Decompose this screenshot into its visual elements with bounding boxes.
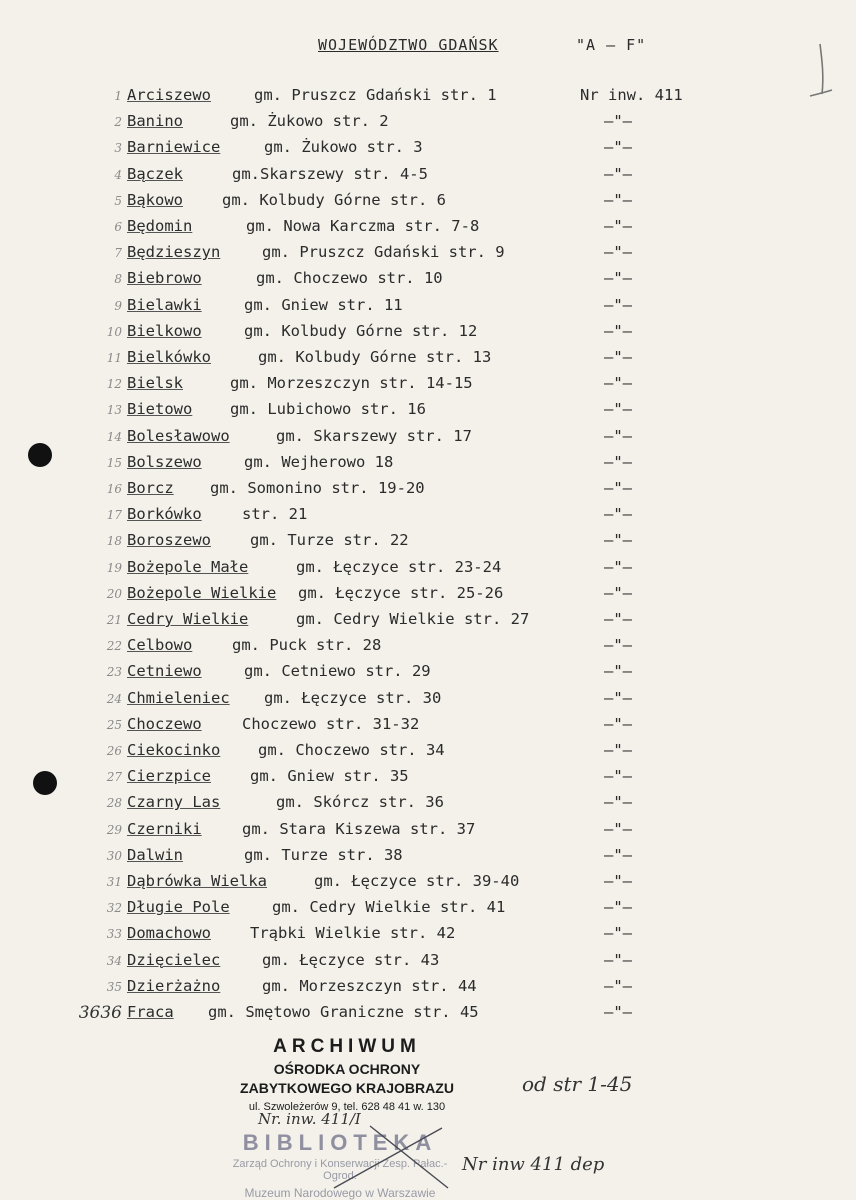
entry-place-name: Czerniki	[127, 819, 202, 838]
entry-ditto-mark: –"–	[604, 793, 632, 812]
entry-place-name: Bolesławowo	[127, 426, 230, 445]
entry-ditto-mark: –"–	[604, 400, 632, 419]
entry-number: 11	[106, 351, 122, 365]
entry-place-name: Bielawki	[127, 295, 202, 314]
list-item	[0, 400, 856, 424]
entry-details: gm. Łęczyce str. 25-26	[298, 583, 504, 602]
entry-place-name: Bąkowo	[127, 190, 183, 209]
entry-ditto-mark: –"–	[604, 269, 632, 288]
entry-ditto-mark: –"–	[604, 531, 632, 550]
entry-details: gm. Choczewo str. 34	[258, 741, 445, 759]
library-stamp-line-2: Zarząd Ochrony i Konserwacji Zesp. Pałac.-Ogrod.	[232, 1158, 448, 1182]
entry-place-name: Bączek	[127, 164, 183, 183]
entry-number: 27	[106, 770, 122, 785]
entry-place-name: Biebrowo	[127, 269, 202, 288]
entry-details: gm. Cedry Wielkie str. 27	[296, 610, 530, 628]
list-item	[0, 951, 856, 975]
entry-ditto-mark: –"–	[604, 845, 632, 864]
entry-number: 35	[106, 979, 122, 994]
entry-ditto-mark: –"–	[604, 190, 632, 209]
entry-number: 31	[106, 875, 122, 889]
entry-details: gm. Łęczyce str. 39-40	[314, 872, 520, 890]
list-item	[0, 479, 856, 503]
entry-details: gm. Kolbudy Górne str. 13	[258, 348, 492, 366]
entry-details: gm. Lubichowo str. 16	[230, 400, 426, 419]
entry-number: 3636	[78, 1003, 122, 1023]
stamp-line-1: ARCHIWUM	[273, 1036, 421, 1057]
entry-ditto-mark: –"–	[604, 557, 632, 576]
entry-number: 21	[106, 613, 122, 627]
entry-details: gm. Morzeszczyn str. 14-15	[230, 374, 473, 393]
list-item	[0, 977, 856, 1001]
entry-number: 6	[114, 220, 122, 234]
entry-details: gm. Żukowo str. 2	[230, 112, 389, 131]
list-item	[0, 898, 856, 922]
entry-ditto-mark: –"–	[604, 976, 632, 995]
page-title	[318, 36, 647, 54]
list-item	[0, 610, 856, 634]
entry-number: 3	[114, 141, 122, 156]
entry-details: gm. Gniew str. 35	[250, 767, 409, 786]
entry-details: Trąbki Wielkie str. 42	[250, 924, 456, 943]
list-item	[0, 820, 856, 844]
entry-place-name: Fraca	[127, 1003, 174, 1021]
entry-place-name: Borcz	[127, 479, 174, 497]
entry-place-name: Cedry Wielkie	[127, 610, 249, 628]
entry-place-name: Długie Pole	[127, 898, 230, 917]
entry-ditto-mark: –"–	[604, 741, 632, 759]
entry-details: gm. Pruszcz Gdański str. 9	[262, 243, 505, 262]
entry-ditto-mark: –"–	[604, 950, 632, 969]
title-letter-range: "A – F"	[576, 36, 647, 54]
entry-number: 13	[106, 403, 122, 418]
entry-number: 8	[114, 272, 122, 287]
entry-place-name: Borkówko	[127, 505, 202, 524]
entry-place-name: Chmieleniec	[127, 688, 230, 707]
entry-ditto-mark: –"–	[604, 164, 632, 183]
entry-details: gm. Gniew str. 11	[244, 295, 403, 314]
entry-number: 7	[114, 246, 122, 261]
list-item	[0, 872, 856, 896]
entry-ditto-mark: –"–	[604, 243, 632, 262]
entry-number: 28	[106, 796, 122, 811]
entry-place-name: Będomin	[127, 217, 193, 235]
entry-number: 26	[106, 744, 122, 758]
entry-place-name: Boroszewo	[127, 531, 211, 550]
entry-ditto-mark: –"–	[604, 662, 632, 681]
entry-ditto-mark: –"–	[604, 138, 632, 157]
list-item	[0, 636, 856, 660]
entry-details: gm. Wejherowo 18	[244, 452, 394, 471]
entry-details: str. 21	[242, 505, 308, 524]
library-stamp-line-3: Muzeum Narodowego w Warszawie	[244, 1186, 436, 1200]
entry-number: 25	[106, 717, 122, 732]
entry-ditto-mark: –"–	[604, 688, 632, 707]
handwritten-inventory-note: Nr. inw. 411/I	[258, 1110, 361, 1128]
archive-stamp	[232, 1036, 462, 1113]
entry-ditto-mark: –"–	[604, 217, 632, 235]
entry-details: gm. Skarszewy str. 17	[276, 426, 472, 445]
list-item	[0, 846, 856, 870]
entry-details: gm. Morzeszczyn str. 44	[262, 976, 477, 995]
list-item	[0, 558, 856, 582]
list-item	[0, 427, 856, 451]
entry-details: gm. Turze str. 22	[250, 531, 409, 550]
entry-place-name: Dąbrówka Wielka	[127, 872, 267, 890]
list-item	[0, 374, 856, 398]
handwritten-page-range: od str 1-45	[522, 1072, 633, 1096]
list-item	[0, 348, 856, 372]
entry-details: gm. Skórcz str. 36	[276, 793, 444, 812]
entry-inventory-number: Nr inw. 411	[580, 86, 683, 104]
entry-details: gm. Cetniewo str. 29	[244, 662, 431, 681]
entry-ditto-mark: –"–	[604, 452, 632, 471]
list-item	[0, 191, 856, 215]
entry-details: gm. Smętowo Graniczne str. 45	[208, 1003, 479, 1021]
entry-place-name: Cetniewo	[127, 662, 202, 681]
entry-ditto-mark: –"–	[604, 1003, 632, 1021]
entry-place-name: Cierzpice	[127, 767, 211, 786]
entry-details: gm. Nowa Karczma str. 7-8	[246, 217, 480, 235]
entry-place-name: Bożepole Wielkie	[127, 583, 277, 602]
entry-place-name: Choczewo	[127, 714, 202, 733]
list-item	[0, 1003, 856, 1027]
list-item	[0, 689, 856, 713]
entry-number: 16	[106, 482, 122, 496]
entry-place-name: Bielsk	[127, 374, 183, 393]
entry-ditto-mark: –"–	[604, 898, 632, 917]
entry-details: gm. Kolbudy Górne str. 12	[244, 321, 478, 340]
entry-details: gm. Choczewo str. 10	[256, 269, 443, 288]
entry-ditto-mark: –"–	[604, 872, 632, 890]
entry-number: 22	[106, 639, 122, 654]
entry-place-name: Czarny Las	[127, 793, 221, 812]
entry-number: 23	[106, 665, 122, 680]
entry-place-name: Banino	[127, 112, 183, 131]
entry-ditto-mark: –"–	[604, 479, 632, 497]
entry-ditto-mark: –"–	[604, 636, 632, 655]
entry-ditto-mark: –"–	[604, 321, 632, 340]
entry-place-name: Bielkowo	[127, 321, 202, 340]
list-item	[0, 138, 856, 162]
list-item	[0, 269, 856, 293]
list-item	[0, 741, 856, 765]
list-item	[0, 243, 856, 267]
entry-ditto-mark: –"–	[604, 112, 632, 131]
entry-details: gm. Kolbudy Górne str. 6	[222, 190, 446, 209]
entry-ditto-mark: –"–	[604, 819, 632, 838]
entry-number: 4	[114, 167, 122, 182]
entry-details: gm. Somonino str. 19-20	[210, 479, 425, 497]
entry-ditto-mark: –"–	[604, 924, 632, 943]
entry-ditto-mark: –"–	[604, 583, 632, 602]
entry-place-name: Bolszewo	[127, 452, 202, 471]
entry-place-name: Bietowo	[127, 400, 193, 419]
entry-ditto-mark: –"–	[604, 610, 632, 628]
handwritten-inventory-deposit: Nr inw 411 dep	[462, 1154, 605, 1175]
entry-number: 12	[106, 377, 122, 392]
entry-place-name: Domachowo	[127, 924, 211, 943]
list-item	[0, 531, 856, 555]
entry-number: 32	[106, 901, 122, 916]
entry-number: 14	[106, 429, 122, 444]
entry-place-name: Barniewice	[127, 138, 221, 157]
entry-details: gm. Puck str. 28	[232, 636, 382, 655]
entry-ditto-mark: –"–	[604, 374, 632, 393]
entry-ditto-mark: –"–	[604, 505, 632, 524]
library-stamp-title: BIBLIOTEKA	[242, 1130, 438, 1155]
entry-details: Choczewo str. 31-32	[242, 714, 420, 733]
list-item	[0, 505, 856, 529]
list-item	[0, 453, 856, 477]
entry-details: gm. Żukowo str. 3	[264, 138, 423, 157]
entry-number: 17	[106, 508, 122, 523]
list-item	[0, 322, 856, 346]
entry-number: 30	[106, 848, 122, 863]
list-item	[0, 112, 856, 136]
entry-number: 10	[106, 324, 122, 339]
entry-place-name: Będzieszyn	[127, 243, 221, 262]
list-item	[0, 662, 856, 686]
list-item	[0, 793, 856, 817]
entry-number: 19	[106, 560, 122, 575]
entry-place-name: Dalwin	[127, 845, 183, 864]
entry-place-name: Bielkówko	[127, 348, 211, 366]
entry-number: 24	[106, 691, 122, 706]
list-item	[0, 715, 856, 739]
entry-number: 34	[106, 953, 122, 968]
list-item	[0, 165, 856, 189]
stamp-line-4: ul. Szwoleżerów 9, tel. 628 48 41 w. 130	[248, 1101, 446, 1113]
entry-number: 5	[114, 193, 122, 208]
entry-number: 18	[106, 534, 122, 549]
entry-number: 15	[106, 455, 122, 470]
entry-details: gm. Pruszcz Gdański str. 1	[254, 86, 497, 104]
stamp-line-2: OŚRODKA OCHRONY	[273, 1061, 421, 1077]
entry-number: 29	[106, 822, 122, 837]
entry-ditto-mark: –"–	[604, 714, 632, 733]
entry-details: gm. Łęczyce str. 43	[262, 950, 440, 969]
entry-number: 1	[114, 89, 122, 103]
entry-details: gm. Stara Kiszewa str. 37	[242, 819, 476, 838]
entry-details: gm. Łęczyce str. 30	[264, 688, 442, 707]
entry-ditto-mark: –"–	[604, 767, 632, 786]
entry-details: gm. Cedry Wielkie str. 41	[272, 898, 506, 917]
list-item	[0, 217, 856, 241]
entry-number: 2	[114, 115, 122, 130]
entry-number: 9	[114, 298, 122, 313]
cross-out-mark-icon	[330, 1122, 450, 1192]
entry-ditto-mark: –"–	[604, 426, 632, 445]
list-item	[0, 924, 856, 948]
entry-place-name: Bożepole Małe	[127, 557, 249, 576]
entry-place-name: Celbowo	[127, 636, 193, 655]
entry-place-name: Dzięcielec	[127, 950, 221, 969]
stamp-line-3: ZABYTKOWEGO KRAJOBRAZU	[240, 1080, 454, 1096]
entry-number: 20	[106, 586, 122, 601]
entry-details: gm. Łęczyce str. 23-24	[296, 557, 502, 576]
entry-place-name: Ciekocinko	[127, 741, 221, 759]
title-region: WOJEWÓDZTWO GDAŃSK	[318, 36, 499, 54]
entry-number: 33	[106, 927, 122, 942]
list-item	[0, 584, 856, 608]
entry-ditto-mark: –"–	[604, 295, 632, 314]
entry-place-name: Dzierżażno	[127, 976, 221, 995]
entry-place-name: Arciszewo	[127, 86, 211, 104]
list-item	[0, 296, 856, 320]
entry-details: gm. Turze str. 38	[244, 845, 403, 864]
list-item	[0, 767, 856, 791]
list-item	[0, 86, 856, 110]
entry-ditto-mark: –"–	[604, 348, 632, 366]
entry-details: gm.Skarszewy str. 4-5	[232, 164, 428, 183]
